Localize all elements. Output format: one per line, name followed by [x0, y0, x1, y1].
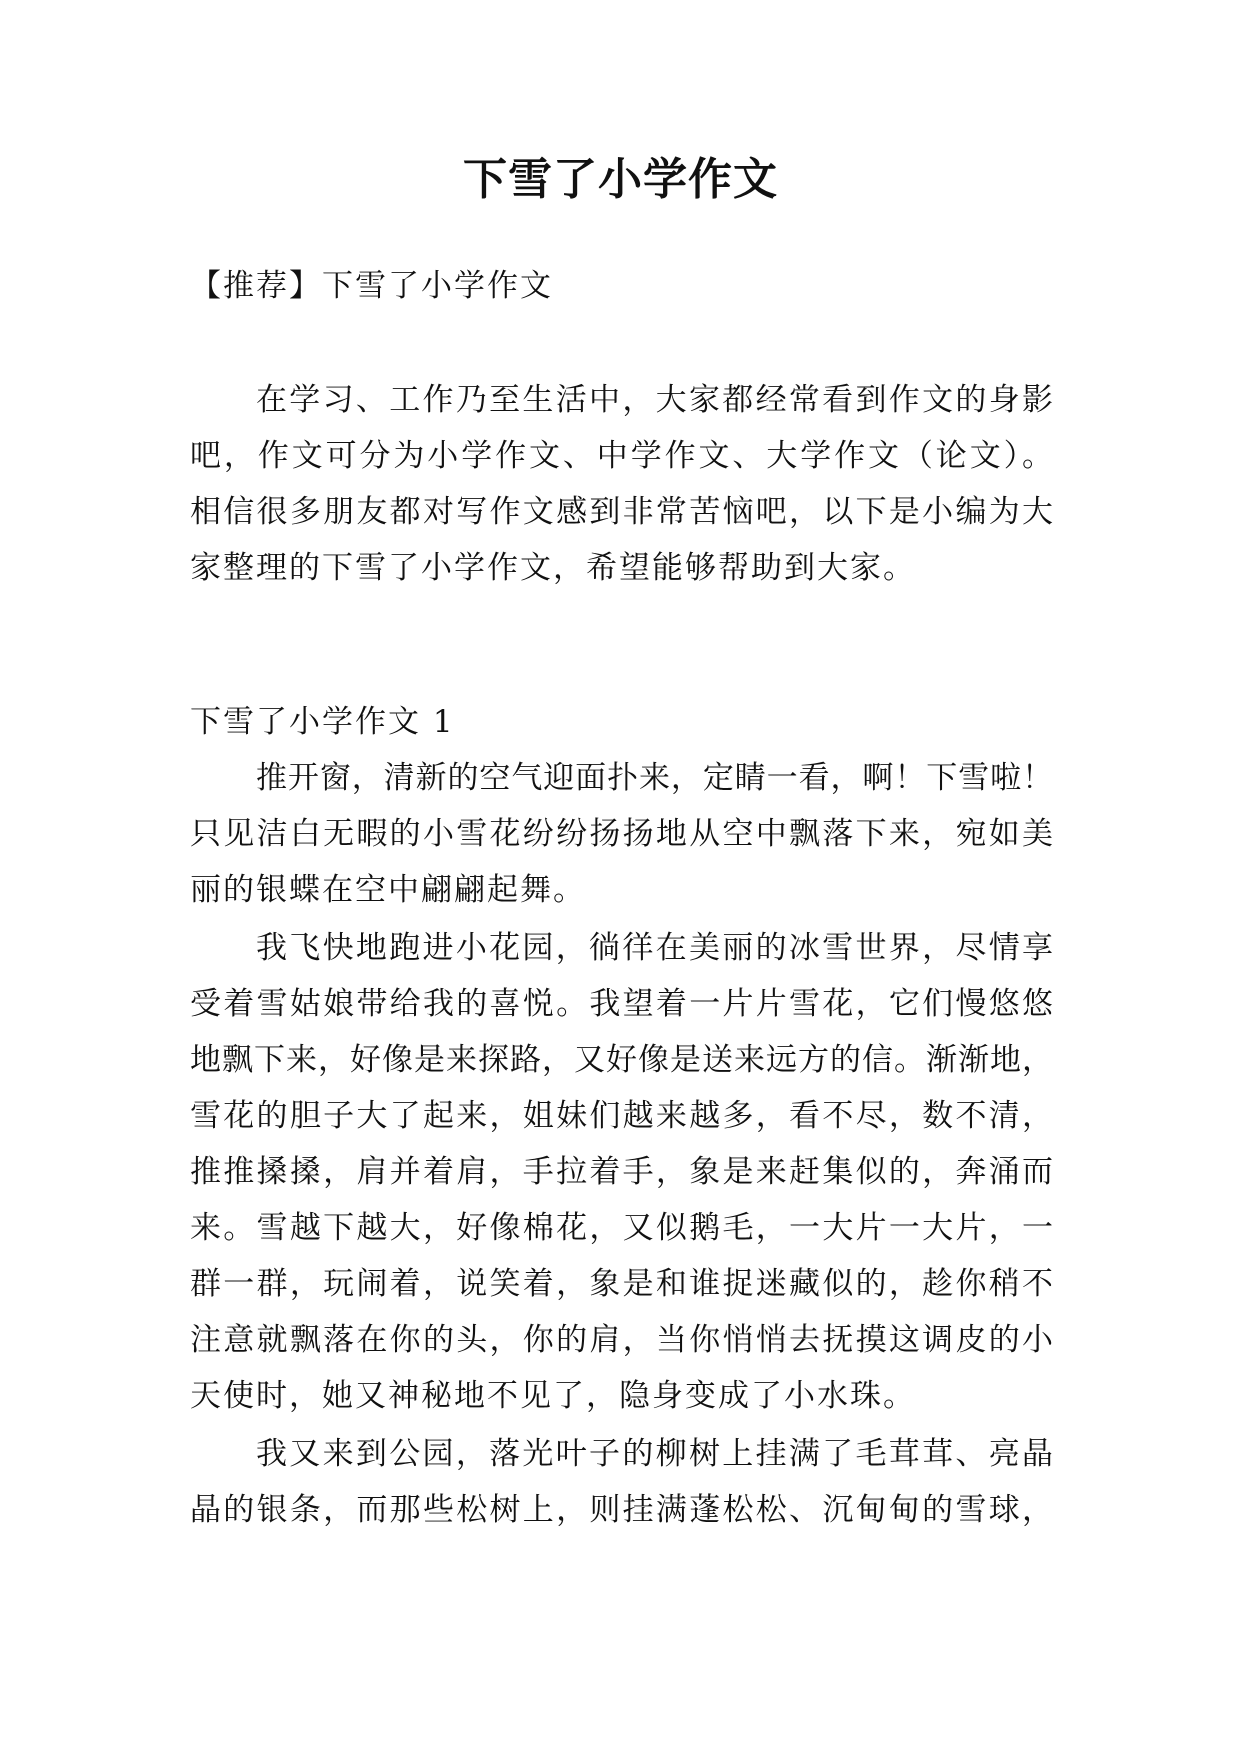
body-line: 只见洁白无暇的小雪花纷纷扬扬地从空中飘落下来，宛如美: [190, 816, 1053, 852]
intro-line: 吧，作文可分为小学作文、中学作文、大学作文（论文）。: [190, 438, 1053, 474]
body-line: 推推搡搡，肩并着肩，手拉着手，象是来赶集似的，奔涌而: [190, 1154, 1053, 1190]
body-line: 注意就飘落在你的头，你的肩，当你悄悄去抚摸这调皮的小: [190, 1322, 1053, 1358]
body-line: 我又来到公园，落光叶子的柳树上挂满了毛茸茸、亮晶: [256, 1436, 1053, 1472]
body-line: 地飘下来，好像是来探路，又好像是送来远方的信。渐渐地，: [190, 1042, 1053, 1078]
body-line: 我飞快地跑进小花园，徜徉在美丽的冰雪世界，尽情享: [256, 930, 1053, 966]
body-line: 天使时，她又神秘地不见了，隐身变成了小水珠。: [190, 1378, 916, 1414]
body-line: 受着雪姑娘带给我的喜悦。我望着一片片雪花，它们慢悠悠: [190, 986, 1053, 1022]
body-line: 推开窗，清新的空气迎面扑来，定睛一看，啊！下雪啦！: [256, 760, 1053, 796]
body-line: 来。雪越下越大，好像棉花，又似鹅毛，一大片一大片，一: [190, 1210, 1053, 1246]
intro-line: 家整理的下雪了小学作文，希望能够帮助到大家。: [190, 550, 916, 586]
intro-line: 相信很多朋友都对写作文感到非常苦恼吧，以下是小编为大: [190, 494, 1053, 530]
document-title: 下雪了小学作文: [463, 154, 778, 205]
body-line: 丽的银蝶在空中翩翩起舞。: [190, 872, 586, 908]
body-line: 晶的银条，而那些松树上，则挂满蓬松松、沉甸甸的雪球，: [190, 1492, 1053, 1528]
intro-line: 在学习、工作乃至生活中，大家都经常看到作文的身影: [256, 382, 1053, 418]
section-heading: 下雪了小学作文 1: [190, 704, 455, 740]
document-subtitle: 【推荐】下雪了小学作文: [190, 268, 553, 304]
body-line: 群一群，玩闹着，说笑着，象是和谁捉迷藏似的，趁你稍不: [190, 1266, 1053, 1302]
body-line: 雪花的胆子大了起来，姐妹们越来越多，看不尽，数不清，: [190, 1098, 1053, 1134]
